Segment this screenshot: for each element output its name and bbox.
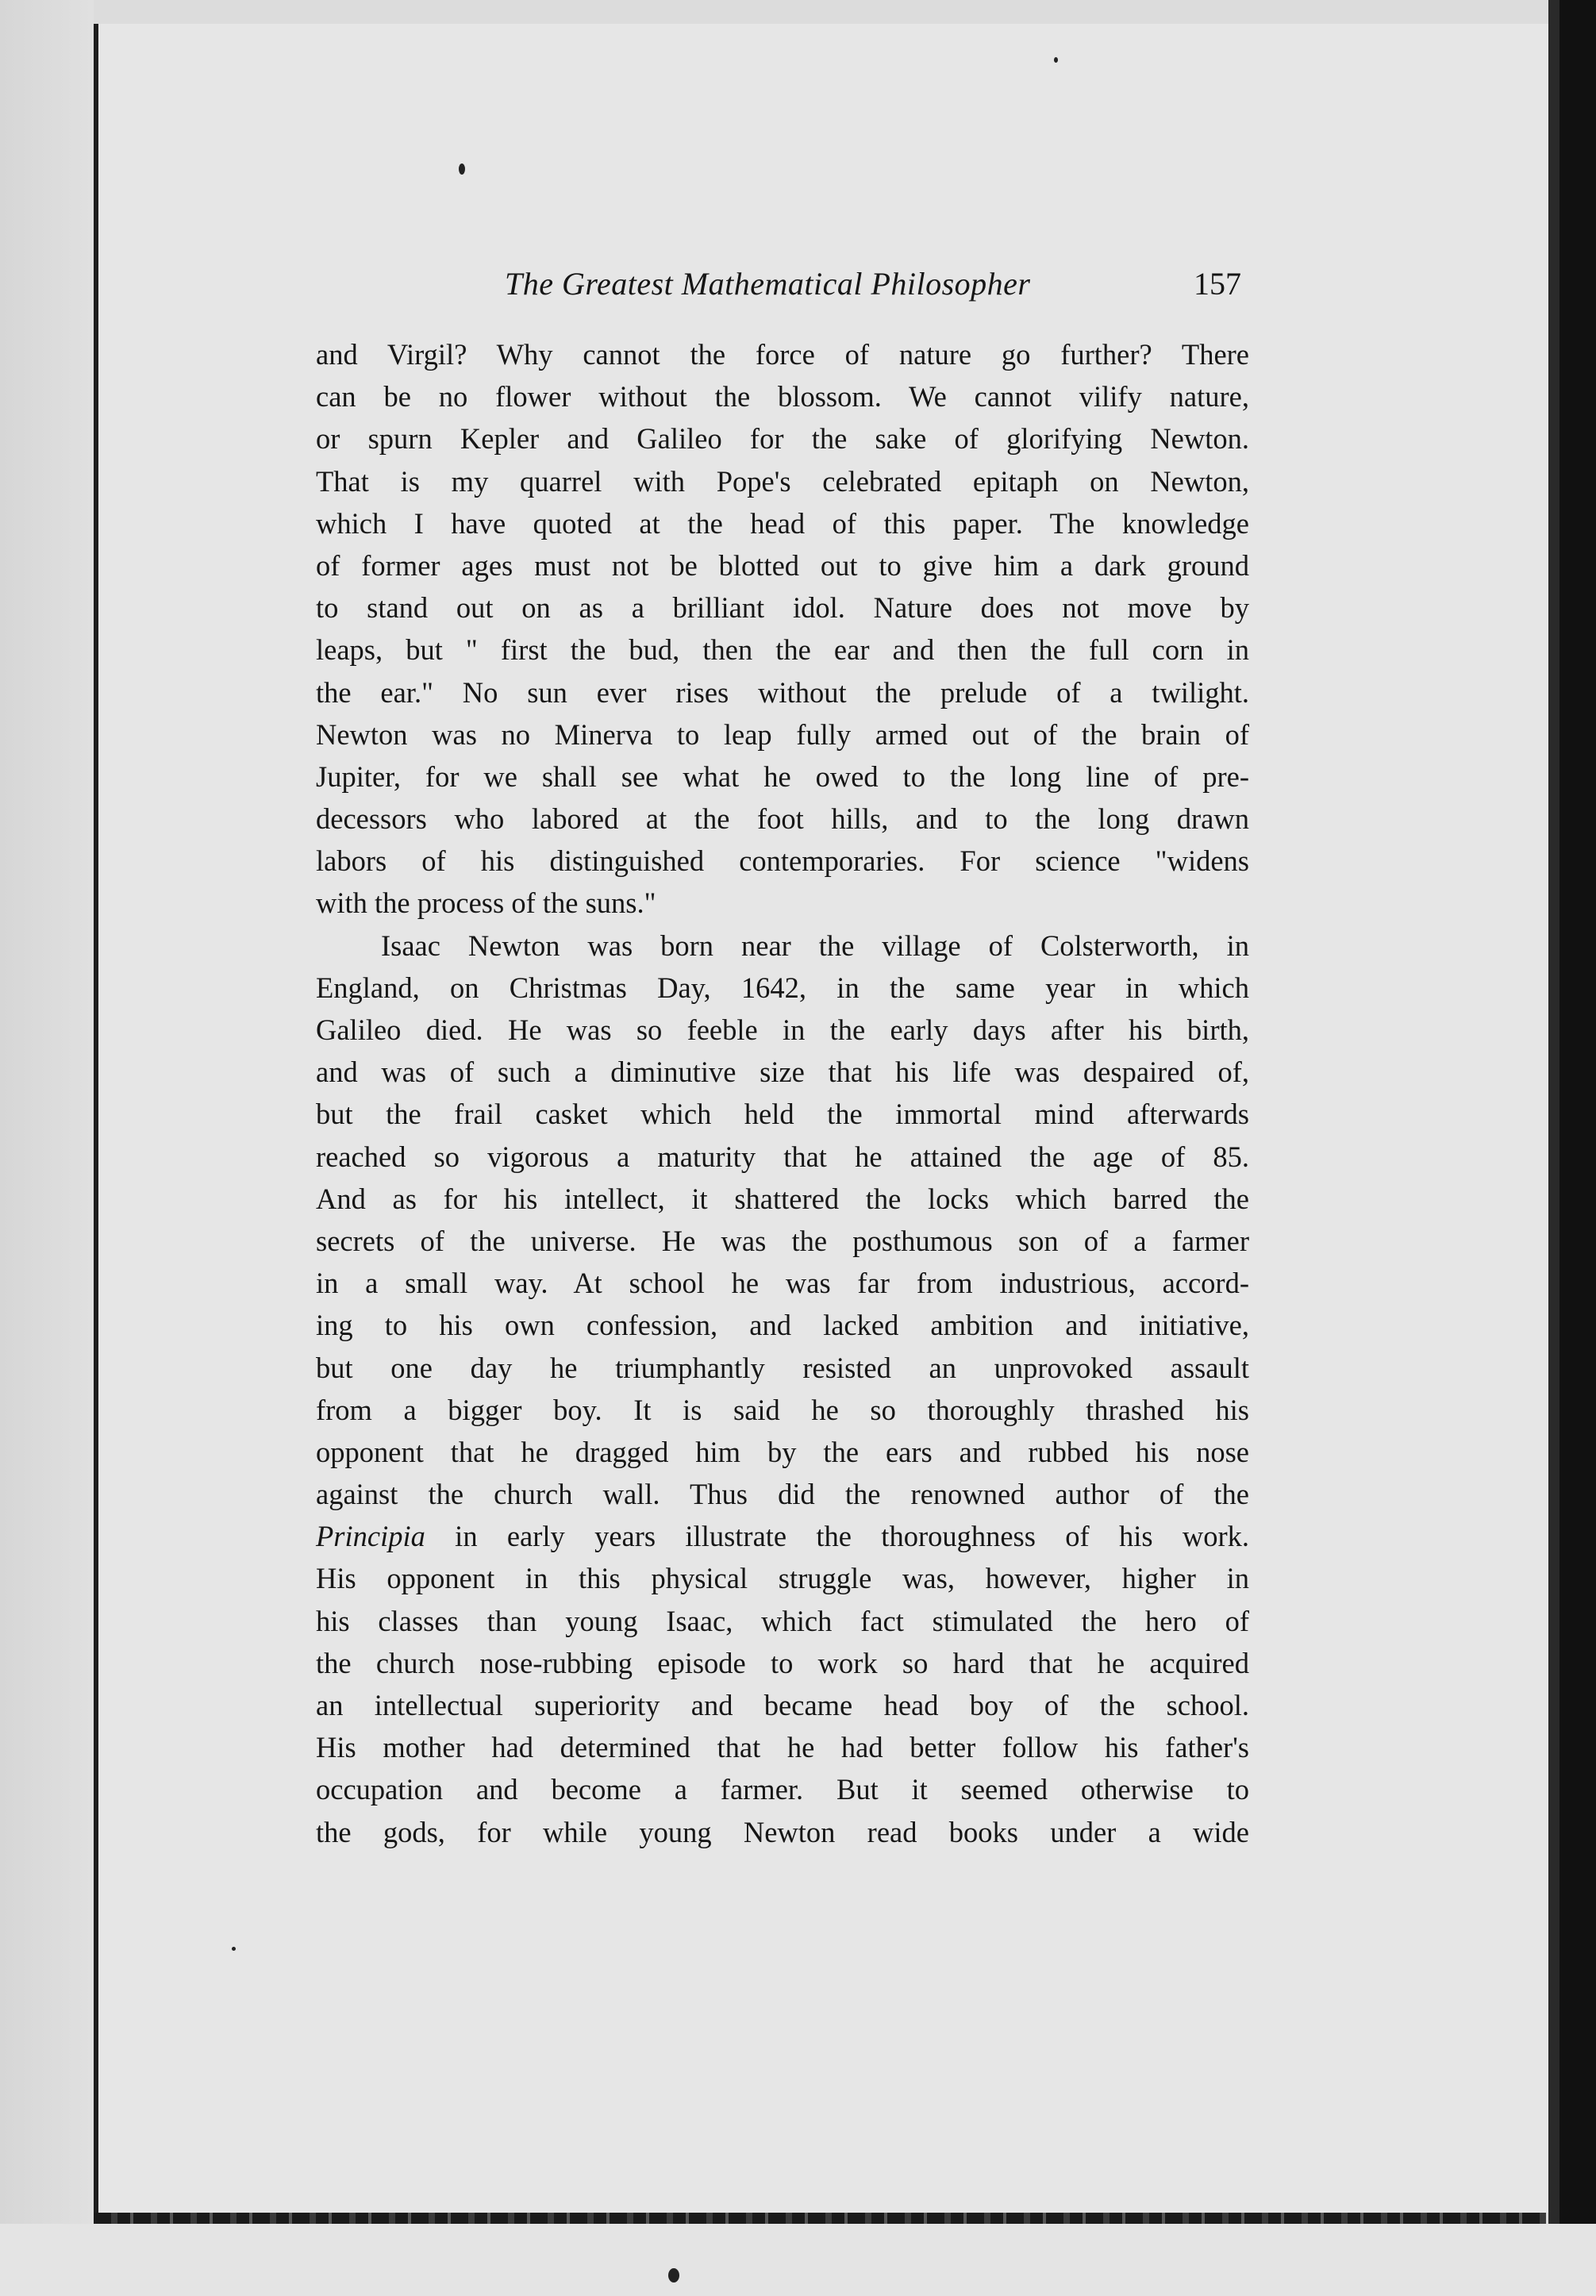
text-line: Jupiter, for we shall see what he owed to the long line of pre- [316, 760, 1249, 793]
text-line: to stand out on as a brilliant idol. Nature does not move by [316, 591, 1249, 625]
running-title: The Greatest Mathematical Philosopher [505, 266, 1031, 302]
paragraph-2 [316, 925, 1249, 1853]
text-line: opponent that he dragged him by the ears and rubbed his nose [316, 1435, 1249, 1468]
text-line: and Virgil? Why cannot the force of nature go further? There [316, 338, 1249, 371]
text-line: in a small way. At school he was far from industrious, accord- [316, 1267, 1249, 1300]
text-line: with the process of the suns." [316, 886, 656, 920]
text-line: an intellectual superiority and became head boy of the school. [316, 1689, 1249, 1721]
text-line: occupation and become a farmer. But it seemed otherwise to [316, 1773, 1249, 1806]
dust-speck [459, 163, 465, 175]
text-line: which I have quoted at the head of this paper. The knowledge [316, 506, 1249, 540]
text-line: leaps, but " first the bud, then the ear and then the full corn in [316, 633, 1249, 667]
text-line: That is my quarrel with Pope's celebrated epitaph on Newton, [316, 464, 1249, 498]
text-line: Newton was no Minerva to leap fully armed out of the brain of [316, 717, 1249, 751]
text-line: the gods, for while young Newton read books under a wide [316, 1815, 1249, 1848]
text-line: and was of such a diminutive size that his life was despaired of, [316, 1056, 1249, 1089]
text-line: reached so vigorous a maturity that he attained the age of 85. [316, 1140, 1249, 1173]
paragraph-1 [316, 333, 1249, 925]
text-line: the church nose-rubbing episode to work so hard that he acquired [316, 1646, 1249, 1679]
dust-speck [232, 1947, 236, 1951]
text-line: from a bigger boy. It is said he so thoroughly thrashed his [316, 1393, 1249, 1426]
scan-right-border [1559, 0, 1596, 2296]
text-line: His opponent in this physical struggle was, however, higher in [316, 1562, 1249, 1595]
text-line: secrets of the universe. He was the posthumous son of a farmer [316, 1224, 1249, 1257]
text-line: decessors who labored at the foot hills, and to the long drawn [316, 802, 1249, 836]
text-line-rest: in early years illustrate the thoroughness of his work. [455, 1520, 1249, 1553]
page-gutter-line [94, 24, 98, 2230]
text-line: Isaac Newton was born near the village of Colsterworth, in [381, 929, 1249, 962]
text-line: or spurn Kepler and Galileo for the sake of glorifying Newton. [316, 422, 1249, 456]
page-right-edge-line [1548, 0, 1559, 2296]
page-bottom-edge-line [94, 2213, 1546, 2224]
italic-title-principia: Principia [316, 1520, 425, 1553]
text-line: against the church wall. Thus did the renowned author of the [316, 1478, 1249, 1511]
text-line: his classes than young Isaac, which fact stimulated the hero of [316, 1604, 1249, 1637]
text-line: but the frail casket which held the immortal mind afterwards [316, 1098, 1249, 1131]
dust-speck [1054, 57, 1058, 63]
text-line: And as for his intellect, it shattered the locks which barred the [316, 1182, 1249, 1215]
text-line: labors of his distinguished contemporaries. For science "widens [316, 844, 1249, 878]
text-line: His mother had determined that he had better follow his father's [316, 1731, 1249, 1764]
text-line-with-italic [316, 1515, 1249, 1557]
page-number: 157 [1194, 266, 1241, 302]
text-line: can be no flower without the blossom. We cannot vilify nature, [316, 380, 1249, 413]
dust-speck [668, 2268, 679, 2283]
text-line: but one day he triumphantly resisted an unprovoked assault [316, 1351, 1249, 1384]
text-line: Galileo died. He was so feeble in the early days after his birth, [316, 1013, 1249, 1046]
text-line: of former ages must not be blotted out to give him a dark ground [316, 548, 1249, 582]
text-line: ing to his own confession, and lacked ambition and initiative, [316, 1309, 1249, 1342]
facing-page-edge [0, 0, 94, 2296]
scan-bottom-margin [0, 2224, 1596, 2296]
text-line: the ear." No sun ever rises without the prelude of a twilight. [316, 675, 1249, 709]
body-text [316, 333, 1249, 1853]
text-line: England, on Christmas Day, 1642, in the same year in which [316, 971, 1249, 1004]
